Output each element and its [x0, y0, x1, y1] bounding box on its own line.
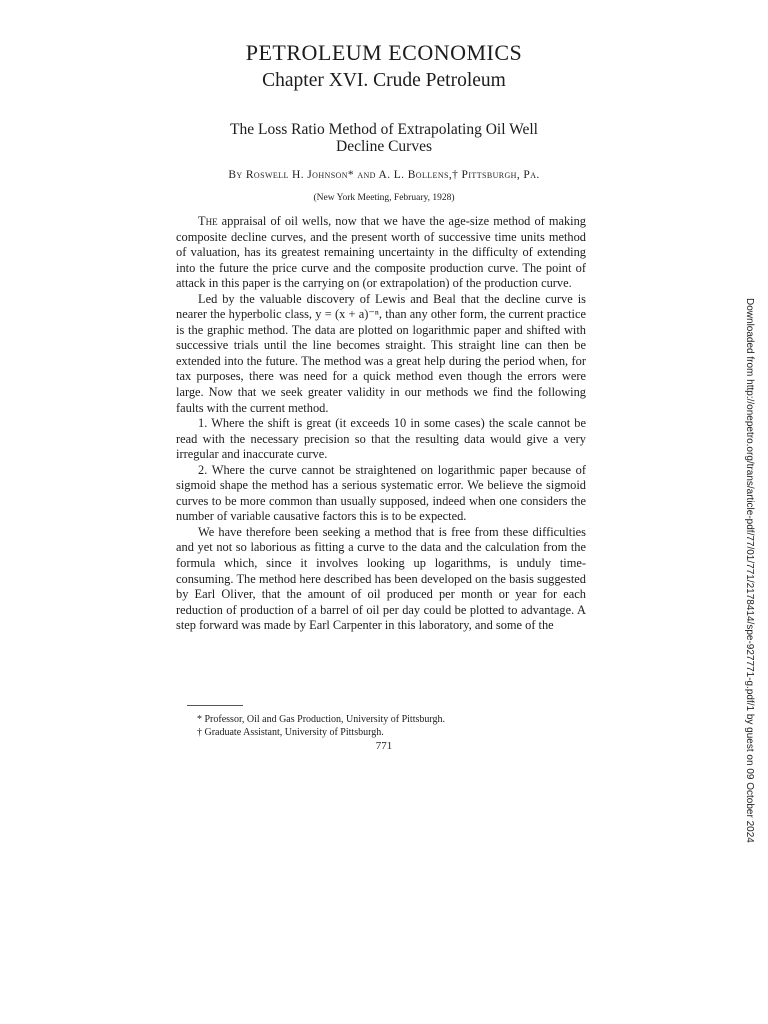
footnote-rule: [187, 705, 243, 706]
page-number: 771: [375, 740, 393, 752]
meeting-note: (New York Meeting, February, 1928): [313, 193, 455, 203]
footnotes: [187, 713, 567, 739]
paragraph-2: Led by the valuable discovery of Lewis and Beal that the decline curve is nearer the hyperbolic class, y = (x + a)⁻ⁿ, than any other form, the current practice is the graphic method. The data are plotted on logarithmic paper and shifted with successive trials until the line becomes straight. This straight line can then be extended into the future. The method was a great help during the period when, for tax purposes, there was need for a quick method even though the errors were large. Now that we seek greater validity in our methods we find the following faults with the current method.: [176, 291, 586, 415]
paragraph-1-dropcap: The: [198, 214, 218, 228]
running-title: PETROLEUM ECONOMICS: [245, 40, 523, 65]
author-byline: By Roswell H. Johnson* and A. L. Bollens,† Pittsburgh, Pa.: [228, 169, 540, 181]
chapter-title: Chapter XVI. Crude Petroleum: [262, 70, 506, 91]
article-body: [176, 214, 586, 634]
paragraph-5: We have therefore been seeking a method that is free from these difficulties and yet not so laborious as fitting a curve to the data and the calculation from the formula which, since it involves looking up logarithms, is unduly time-consuming. The method here described has been developed on the basis suggested by Earl Oliver, that the amount of oil produced per month or year for each reduction of production of a barrel of oil per day could be plotted to advantage. A step forward was made by Earl Carpenter in this laboratory, and some of the: [176, 524, 586, 633]
paragraph-4: 2. Where the curve cannot be straightened on logarithmic paper because of sigmoid shape the method has a serious systematic error. We believe the sigmoid curves to be more common than usually supposed, indeed when one considers the number of variable causative factors this is to be expected.: [176, 462, 586, 524]
paragraph-3: 1. Where the shift is great (it exceeds 10 in some cases) the scale cannot be read with the necessary precision so that the resulting data would give a very irregular and inaccurate curve.: [176, 416, 586, 462]
paragraph-1: [176, 214, 586, 292]
download-watermark: Downloaded from http://onepetro.org/trans/article-pdf/77/01/771/2178414/spe-927771-g.pdf/1 by guest on 09 October 2024: [744, 298, 755, 843]
footnote-1: * Professor, Oil and Gas Production, University of Pittsburgh.: [197, 714, 446, 725]
paper-title-line-1: The Loss Ratio Method of Extrapolating Oil Well: [230, 121, 538, 138]
footnote-2: † Graduate Assistant, University of Pittsburgh.: [197, 727, 384, 738]
paper-title-line-2: Decline Curves: [336, 138, 432, 155]
paragraph-1-text: appraisal of oil wells, now that we have the age-size method of making composite decline curves, and the present worth of successive time units method of valuation, has its greatest remaining uncertainty in the difficulty of extending into the future the price curve and the composite production curve. The point of attack in this paper is the carrying on (or extrapolation) of the production curve.: [176, 214, 586, 291]
paper-title: [184, 121, 584, 155]
